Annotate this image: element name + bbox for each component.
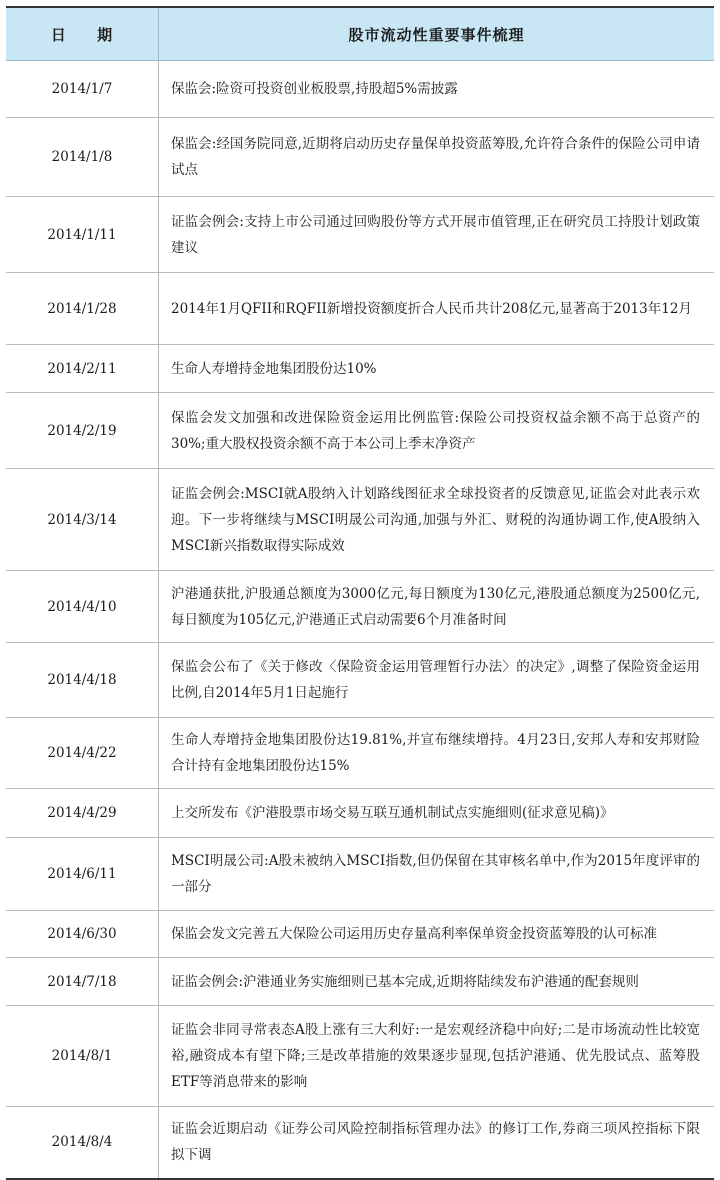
table-row: [6, 118, 714, 197]
table-row: [6, 345, 714, 393]
event-description: 证监会例会:支持上市公司通过回购股份等方式开展市值管理,正在研究员工持股计划政策建议: [159, 197, 715, 273]
event-date: 2014/4/10: [6, 571, 159, 643]
table-row: [6, 643, 714, 718]
event-description: 上交所发布《沪港股票市场交易互联互通机制试点实施细则(征求意见稿)》: [159, 789, 715, 838]
event-description: 生命人寿增持金地集团股份达19.81%,并宣布继续增持。4月23日,安邦人寿和安邦财险合计持有金地集团股份达15%: [159, 718, 715, 789]
table-row: [6, 958, 714, 1006]
event-description: 证监会近期启动《证券公司风险控制指标管理办法》的修订工作,券商三项风控指标下限拟下调: [159, 1107, 715, 1179]
event-description: 沪港通获批,沪股通总额度为3000亿元,每日额度为130亿元,港股通总额度为2500亿元,每日额度为105亿元,沪港通正式启动需要6个月准备时间: [159, 571, 715, 643]
event-description: 证监会例会:沪港通业务实施细则已基本完成,近期将陆续发布沪港通的配套规则: [159, 958, 715, 1006]
event-description: 保监会:险资可投资创业板股票,持股超5%需披露: [159, 61, 715, 118]
event-date: 2014/7/18: [6, 958, 159, 1006]
event-date: 2014/8/1: [6, 1006, 159, 1107]
event-date: 2014/6/11: [6, 838, 159, 911]
event-description: 保监会发文加强和改进保险资金运用比例监管:保险公司投资权益余额不高于总资产的30%;重大股权投资余额不高于本公司上季末净资产: [159, 393, 715, 469]
date-column-header: 日 期: [6, 7, 159, 61]
table-row: [6, 469, 714, 571]
table-row: [6, 393, 714, 469]
event-date: 2014/8/4: [6, 1107, 159, 1179]
table-header-row: [6, 7, 714, 61]
event-date: 2014/1/8: [6, 118, 159, 197]
table-row: [6, 838, 714, 911]
table-row: [6, 571, 714, 643]
event-description: 保监会公布了《关于修改〈保险资金运用管理暂行办法〉的决定》,调整了保险资金运用比例,自2014年5月1日起施行: [159, 643, 715, 718]
event-date: 2014/1/28: [6, 273, 159, 345]
event-date: 2014/6/30: [6, 911, 159, 958]
table-row: [6, 197, 714, 273]
table-row: [6, 273, 714, 345]
table-body: [6, 61, 714, 1179]
event-date: 2014/3/14: [6, 469, 159, 571]
event-description: 2014年1月QFII和RQFII新增投资额度折合人民币共计208亿元,显著高于2013年12月: [159, 273, 715, 345]
event-description: MSCI明晟公司:A股未被纳入MSCI指数,但仍保留在其审核名单中,作为2015年度评审的一部分: [159, 838, 715, 911]
liquidity-events-table: [6, 6, 714, 1180]
liquidity-events-table-wrap: [6, 6, 714, 1180]
event-column-header: 股市流动性重要事件梳理: [159, 7, 715, 61]
event-date: 2014/4/18: [6, 643, 159, 718]
table-row: [6, 1006, 714, 1107]
event-description: 证监会例会:MSCI就A股纳入计划路线图征求全球投资者的反馈意见,证监会对此表示欢迎。下一步将继续与MSCI明晟公司沟通,加强与外汇、财税的沟通协调工作,使A股纳入MSCI新兴指数取得实际成效: [159, 469, 715, 571]
event-date: 2014/4/22: [6, 718, 159, 789]
table-row: [6, 789, 714, 838]
table-row: [6, 1107, 714, 1179]
table-row: [6, 911, 714, 958]
event-date: 2014/1/7: [6, 61, 159, 118]
table-row: [6, 718, 714, 789]
event-date: 2014/2/19: [6, 393, 159, 469]
event-description: 证监会非同寻常表态A股上涨有三大利好:一是宏观经济稳中向好;二是市场流动性比较宽裕,融资成本有望下降;三是改革措施的效果逐步显现,包括沪港通、优先股试点、蓝筹股ETF等消息带来的影响: [159, 1006, 715, 1107]
event-date: 2014/1/11: [6, 197, 159, 273]
table-row: [6, 61, 714, 118]
event-description: 保监会发文完善五大保险公司运用历史存量高利率保单资金投资蓝筹股的认可标准: [159, 911, 715, 958]
event-description: 保监会:经国务院同意,近期将启动历史存量保单投资蓝筹股,允许符合条件的保险公司申请试点: [159, 118, 715, 197]
event-date: 2014/2/11: [6, 345, 159, 393]
event-date: 2014/4/29: [6, 789, 159, 838]
event-description: 生命人寿增持金地集团股份达10%: [159, 345, 715, 393]
